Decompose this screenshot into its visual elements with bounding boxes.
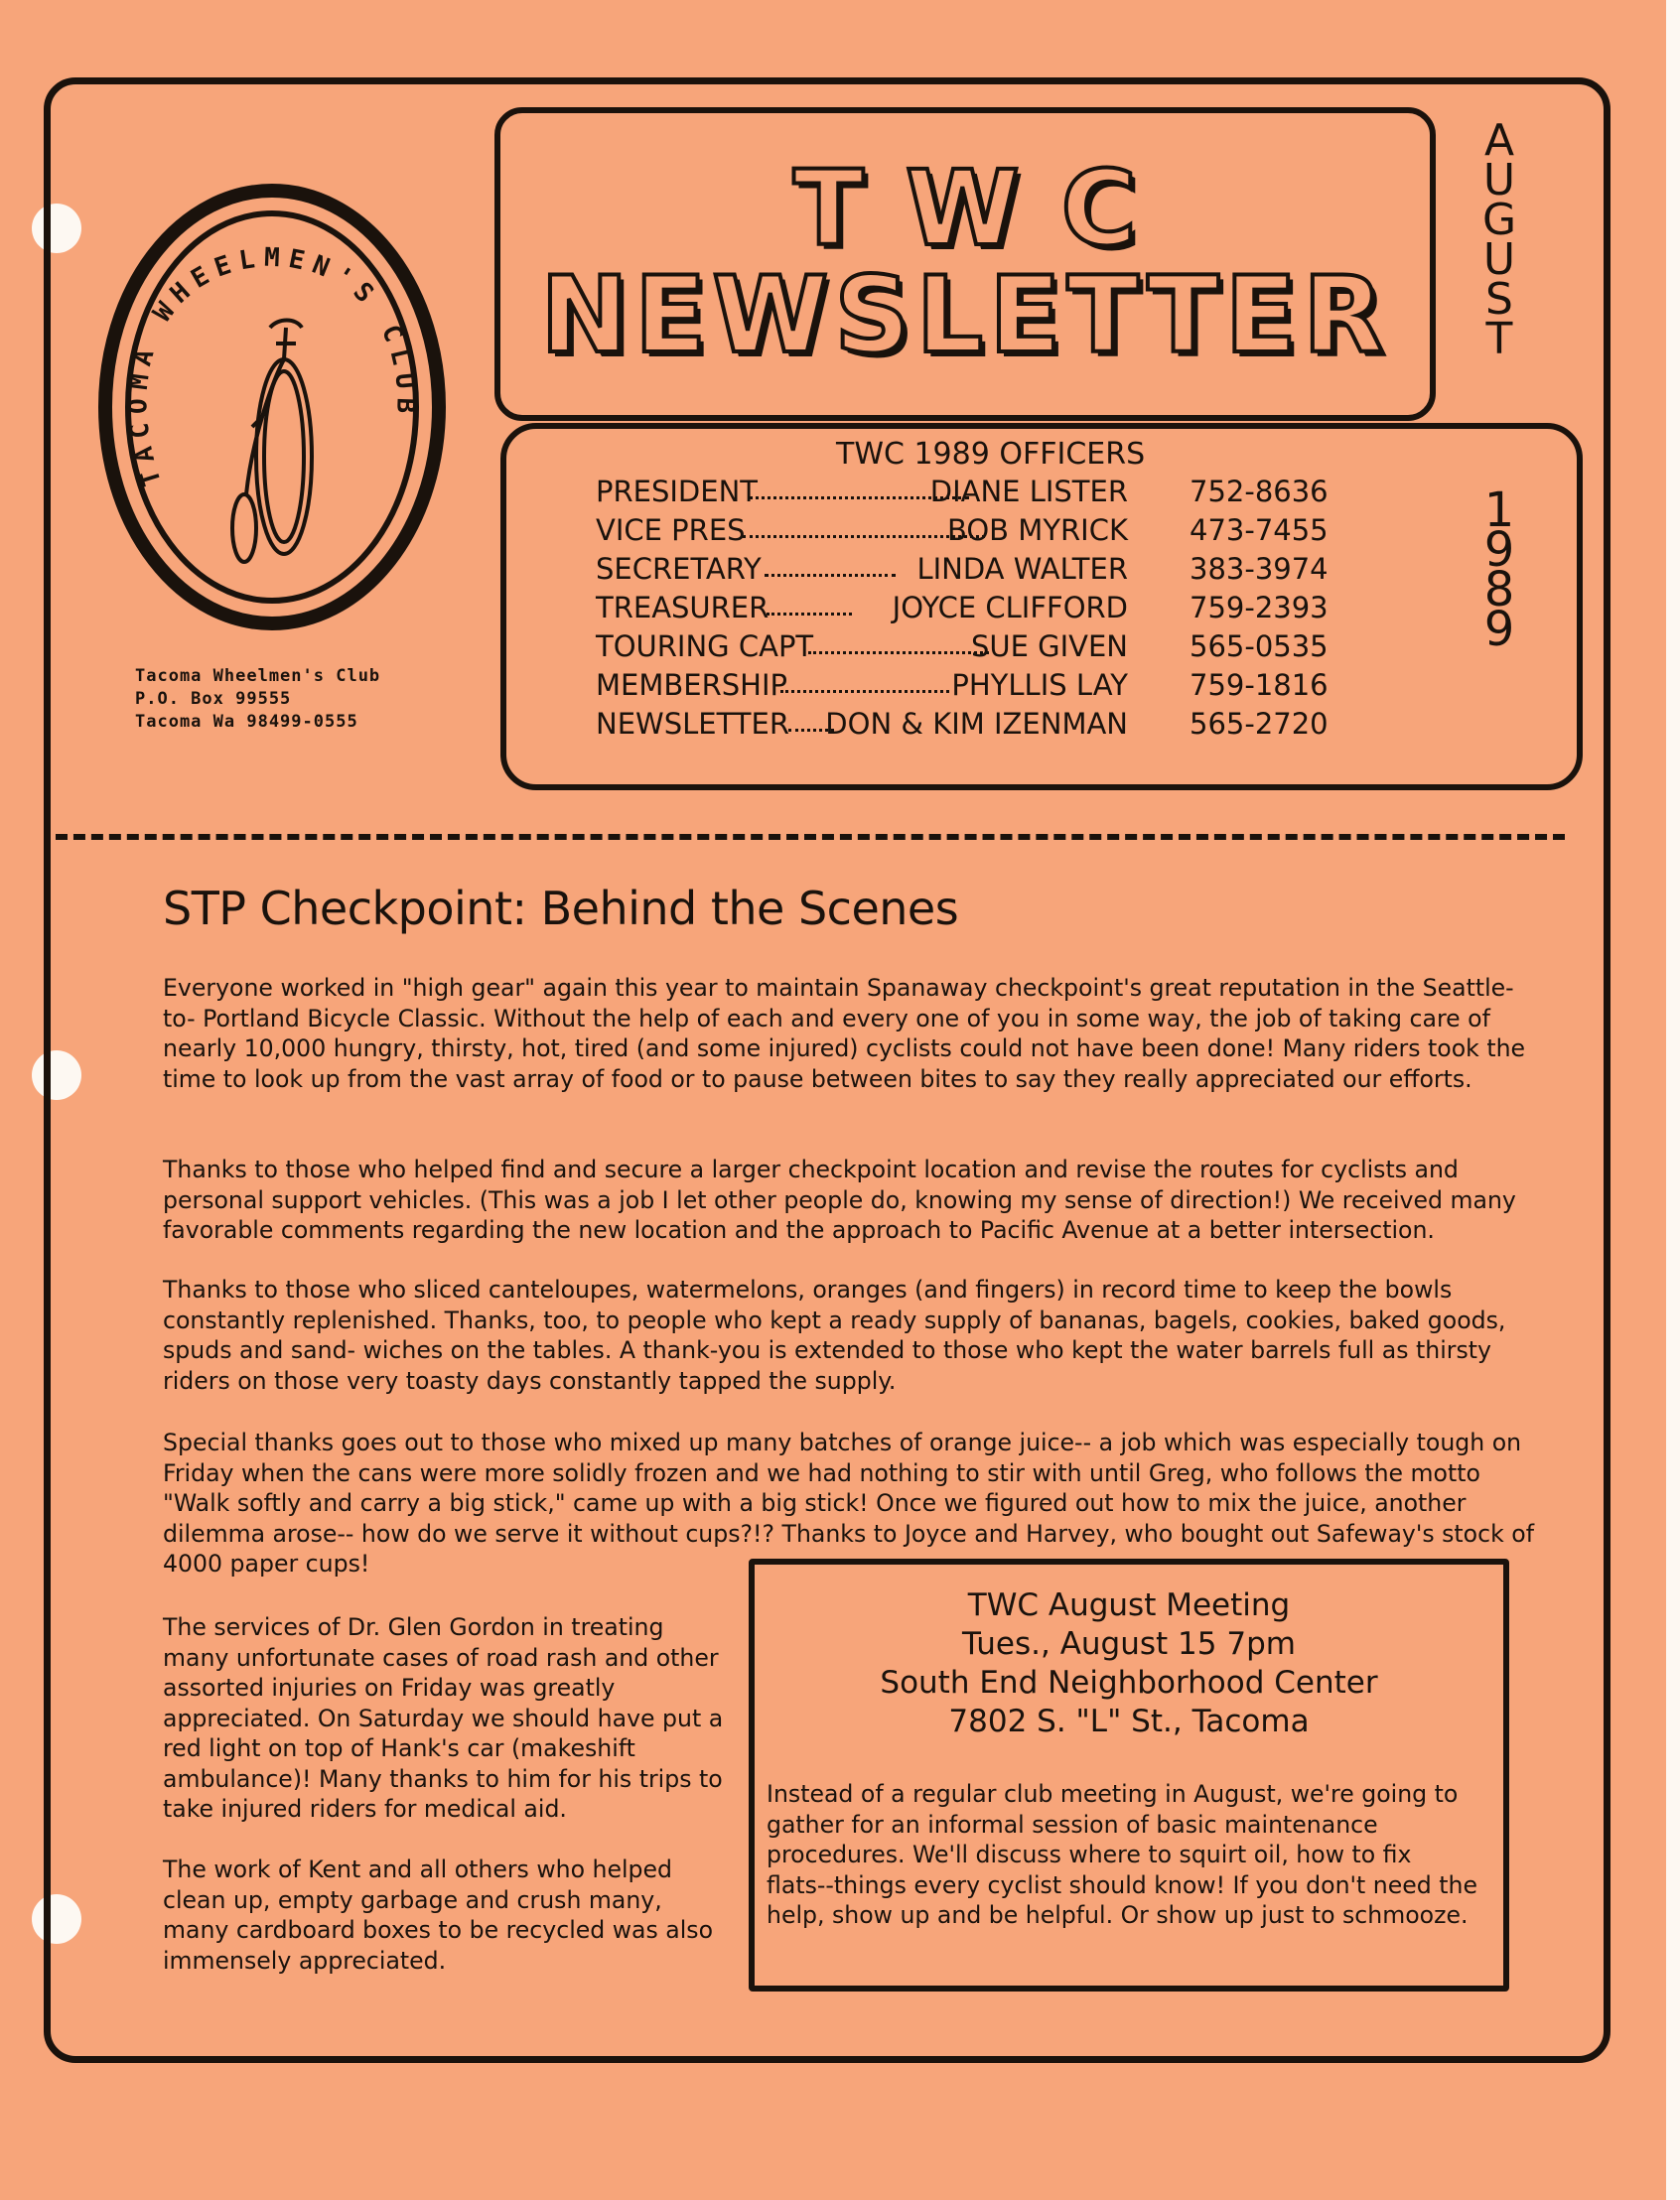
year-digit: 9 xyxy=(1483,522,1515,578)
officer-row xyxy=(596,629,1350,667)
meeting-where: South End Neighborhood Center xyxy=(880,1665,1378,1701)
month-letter: T xyxy=(1485,314,1513,364)
address-line: Tacoma Wheelmen's Club xyxy=(135,666,381,686)
meeting-address: 7802 S. "L" St., Tacoma xyxy=(948,1704,1310,1739)
month-letter: U xyxy=(1482,155,1516,206)
article-headline: STP Checkpoint: Behind the Scenes xyxy=(163,882,959,935)
officer-phone: 565-2720 xyxy=(1190,707,1329,741)
issue-month xyxy=(1470,115,1529,364)
address-line: Tacoma Wa 98499-0555 xyxy=(135,712,358,732)
meeting-when: Tues., August 15 7pm xyxy=(962,1626,1296,1662)
officer-name: BOB MYRICK xyxy=(946,513,1128,547)
officer-row xyxy=(596,552,1350,590)
officer-row xyxy=(596,707,1350,745)
officers-title: TWC 1989 OFFICERS xyxy=(836,437,1146,472)
officer-row xyxy=(596,591,1350,628)
officer-phone: 752-8636 xyxy=(1190,475,1329,508)
article-paragraph: The services of Dr. Glen Gordon in treating many unfortunate cases of road rash and other assorted injuries on Friday was greatly appreciated. On Saturday we should have put a red light on top of Hank's car (makeshift ambulance)! Many thanks to him for his trips to take injured riders for medical aid. xyxy=(163,1613,724,1823)
officer-row xyxy=(596,475,1350,512)
club-logo xyxy=(93,179,451,655)
page-edge xyxy=(1666,0,1680,2200)
article-paragraph: Thanks to those who helped find and secure a larger checkpoint location and revise the routes for cyclists and personal support vehicles. (This was a job I let other people do, knowing my sense of direction!) We received many favorable comments regarding the new location and the approach to Pacific Avenue at a better intersection. xyxy=(163,1156,1516,1244)
month-letter: G xyxy=(1481,195,1517,245)
dot-leader xyxy=(767,613,852,616)
article-paragraph: The work of Kent and all others who helped clean up, empty garbage and crush many, many cardboard boxes to be recycled was also immensely appreciated. xyxy=(163,1856,714,1975)
officer-role: MEMBERSHIP xyxy=(596,668,787,702)
officer-role: TREASURER xyxy=(596,591,770,624)
address-line: P.O. Box 99555 xyxy=(135,689,292,709)
officer-name: LINDA WALTER xyxy=(916,552,1128,586)
officer-role: NEWSLETTER xyxy=(596,707,789,741)
logo-arc-text: TACOMA WHEELMEN'S CLUB xyxy=(123,242,421,490)
meeting-header xyxy=(749,1586,1509,1741)
month-letter: U xyxy=(1482,234,1516,285)
officer-name: DIANE LISTER xyxy=(929,475,1128,508)
officer-role: VICE PRES xyxy=(596,513,746,547)
month-letter: S xyxy=(1485,274,1513,325)
meeting-title: TWC August Meeting xyxy=(967,1587,1291,1623)
officer-row xyxy=(596,513,1350,551)
officer-name: SUE GIVEN xyxy=(970,629,1128,663)
officer-role: TOURING CAPT xyxy=(596,629,814,663)
year-digit: 9 xyxy=(1483,602,1515,657)
officer-role: SECRETARY xyxy=(596,552,762,586)
club-address xyxy=(135,665,380,734)
year-digit: 1 xyxy=(1483,482,1515,538)
year-digit: 8 xyxy=(1483,562,1515,618)
meeting-description: Instead of a regular club meeting in August, we're going to gather for an informal session of basic maintenance procedures. We'll discuss where to squirt oil, how to fix flats--things every cyclist should know! If you don't need the help, show up and be helpful. Or show up just to schmooze. xyxy=(767,1780,1477,1929)
article-paragraph: Special thanks goes out to those who mixed up many batches of orange juice-- a job which was especially tough on Friday when the cans were more solidly frozen and we had nothing to stir with until Greg, who follows the motto "Walk softly and carry a big stick," came up with a big stick! Once we figured out how to mix the juice, another dilemma arose-- how do we serve it without cups?!? Thanks to Joyce and Harvey, who bought out Safeway's stock of 4000 paper cups! xyxy=(163,1429,1534,1578)
article-paragraph: Everyone worked in "high gear" again this year to maintain Spanaway checkpoint's great reputation in the Seattle-to- Portland Bicycle Classic. Without the help of each and every one of you in some way, the job of taking care of nearly 10,000 hungry, thirsty, hot, tired (and some injured) cyclists could not have been done! Many riders took the time to look up from the vast array of food or to pause between bites to say they really appreciated our efforts. xyxy=(163,974,1526,1093)
officer-phone: 759-2393 xyxy=(1190,591,1329,624)
officer-name: DON & KIM IZENMAN xyxy=(825,707,1128,741)
officer-name: PHYLLIS LAY xyxy=(951,668,1128,702)
dot-leader xyxy=(765,574,896,577)
penny-farthing-icon xyxy=(232,321,312,563)
officer-phone: 383-3974 xyxy=(1190,552,1329,586)
officer-phone: 565-0535 xyxy=(1190,629,1329,663)
dot-leader xyxy=(808,651,989,654)
officer-role: PRESIDENT xyxy=(596,475,758,508)
month-letter: A xyxy=(1483,115,1515,166)
section-divider xyxy=(56,834,1565,840)
officer-phone: 473-7455 xyxy=(1190,513,1329,547)
masthead-title-newsletter: NEWSLETTER xyxy=(540,254,1390,376)
officer-phone: 759-1816 xyxy=(1190,668,1329,702)
officer-row xyxy=(596,668,1350,706)
officer-name: JOYCE CLIFFORD xyxy=(892,591,1128,624)
article-paragraph: Thanks to those who sliced canteloupes, watermelons, oranges (and fingers) in record time to keep the bowls constantly replenished. Thanks, too, to people who kept a ready supply of bananas, bagels, cookies, baked goods, spuds and sand- wiches on the tables. A thank-you is extended to those who kept the water barrels full as thirsty riders on those very toasty days constantly tapped the supply. xyxy=(163,1276,1506,1395)
dot-leader xyxy=(780,690,949,693)
masthead-title-twc: TWC xyxy=(793,148,1179,269)
